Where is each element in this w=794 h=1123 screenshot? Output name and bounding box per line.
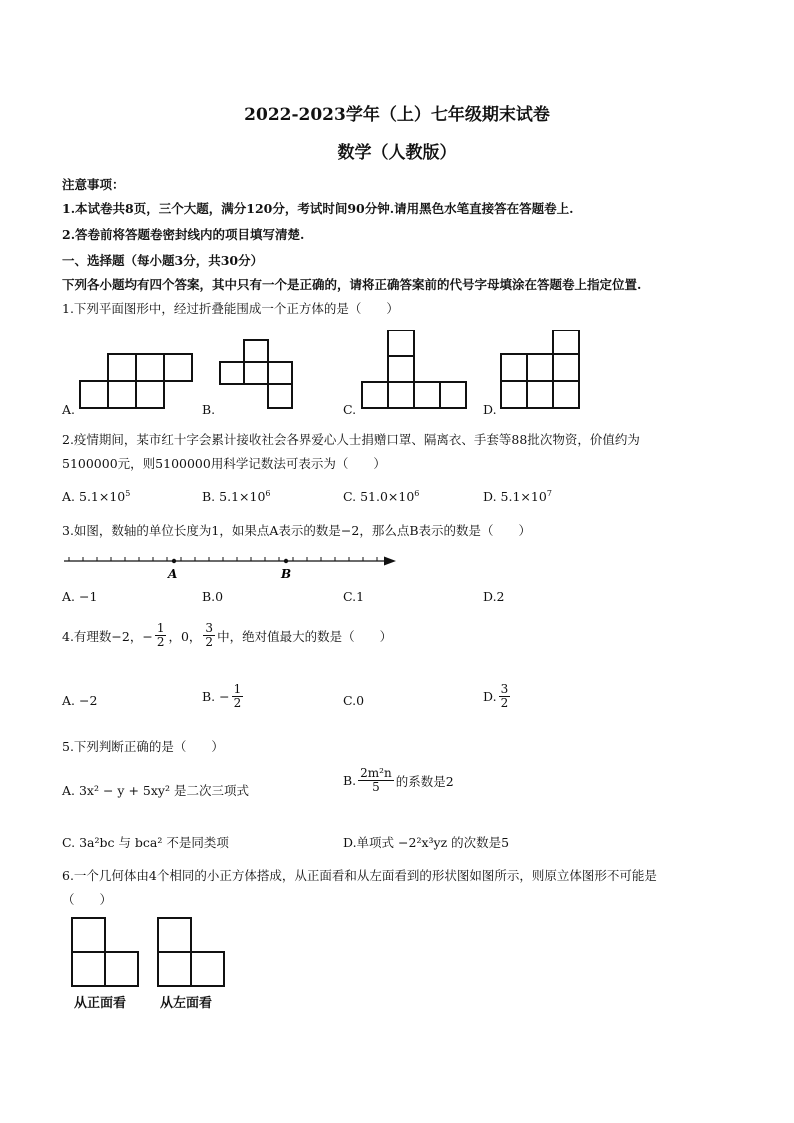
q4-stem: 4.有理数−2，− $\frac{1}{2}$ ，0， $\frac{3}{2}$ 中，绝对值最大的数是（ ） (62, 621, 393, 650)
q5-option-b: B. $\frac{\text{2m²n}}{5}$ 的系数是2 (343, 766, 454, 795)
q4-option-b: B. − $\frac{1}{2}$ (202, 682, 242, 711)
note-item-2: 2.答卷前将答题卷密封线内的项目填写清楚. (62, 227, 305, 242)
q1-net-d (501, 330, 579, 408)
point-b-label: B (281, 567, 292, 581)
front-view (72, 918, 138, 986)
caption-front-view: 从正面看 (74, 996, 127, 1011)
q1-label-c: C. (343, 402, 357, 417)
left-view (158, 918, 224, 986)
q3-option-c: C.1 (343, 589, 365, 604)
q4-frac-2: $\frac{3}{2}$ (205, 621, 214, 650)
notes-heading: 注意事项： (62, 177, 125, 192)
point-a-dot (172, 559, 176, 563)
q2-option-d: D. $5.1\times 10^7$ (483, 489, 552, 505)
q1-label-d: D. (483, 402, 497, 417)
q4-option-d: D. $\frac{3}{2}$ (483, 682, 509, 711)
q3-stem: 3.如图，数轴的单位长度为1，如果点A表示的数是−2，那么点B表示的数是（ ） (62, 523, 532, 538)
q5-option-c: C. 3a²bc 与 bca² 不是同类项 (62, 835, 229, 850)
section-instruction: 下列各小题均有四个答案，其中只有一个是正确的，请将正确答案前的代号字母填涂在答题卷上指定位置. (62, 277, 642, 292)
section-heading: 一、选择题（每小题3分，共30分） (62, 253, 264, 268)
q1-label-a: A. (62, 402, 76, 417)
q2-option-c: C. $51.0\times 10^6$ (343, 489, 420, 505)
note-item-1: 1.本试卷共8页，三个大题，满分120分，考试时间90分钟.请用黑色水笔直接答在答题卷上. (62, 201, 574, 216)
q2-stem-line1: 2.疫情期间，某市红十字会累计接收社会各界爱心人士捐赠口罩、隔离衣、手套等88批次物资，价值约为 (62, 432, 640, 447)
q1-label-b: B. (202, 402, 216, 417)
q2-stem-line2: 5100000元，则5100000用科学记数法可表示为（ ） (62, 456, 386, 471)
q6-stem-line2: （ ） (62, 892, 113, 907)
q5-option-a: A. 3x² − y + 5xy² 是二次三项式 (62, 783, 249, 798)
caption-left-view: 从左面看 (160, 996, 213, 1011)
q6-views (60, 912, 260, 992)
number-line (62, 550, 402, 584)
point-a-label: A (168, 567, 178, 581)
q1-net-b (220, 340, 292, 408)
q1-net-c (362, 330, 466, 408)
q4-frac-1: $\frac{1}{2}$ (156, 621, 165, 650)
q1-net-figures (60, 330, 740, 420)
q1-net-a (80, 354, 192, 408)
q1-stem: 1.下列平面图形中，经过折叠能围成一个正方体的是（ ） (62, 301, 399, 316)
q4-option-a: A. −2 (62, 693, 98, 708)
q3-option-b: B.0 (202, 589, 224, 604)
exam-subtitle: 数学（人教版） (337, 143, 457, 163)
q6-stem-line1: 6.一个几何体由4个相同的小正方体搭成，从正面看和从左面看到的形状图如图所示，则原立体图形不可能是 (62, 868, 657, 883)
point-b-dot (284, 559, 288, 563)
q3-option-d: D.2 (483, 589, 505, 604)
q2-option-b: B. $5.1\times 10^6$ (202, 489, 271, 505)
q5-stem: 5.下列判断正确的是（ ） (62, 739, 224, 754)
q3-option-a: A. −1 (62, 589, 98, 604)
q5-option-d: D.单项式 −2²x³yz 的次数是5 (343, 835, 510, 850)
number-line-arrow (384, 557, 396, 566)
exam-title: 2022-2023学年（上）七年级期末试卷 (244, 105, 550, 125)
q2-option-a: A. $5.1\times 10^5$ (62, 489, 131, 505)
q4-option-c: C.0 (343, 693, 365, 708)
